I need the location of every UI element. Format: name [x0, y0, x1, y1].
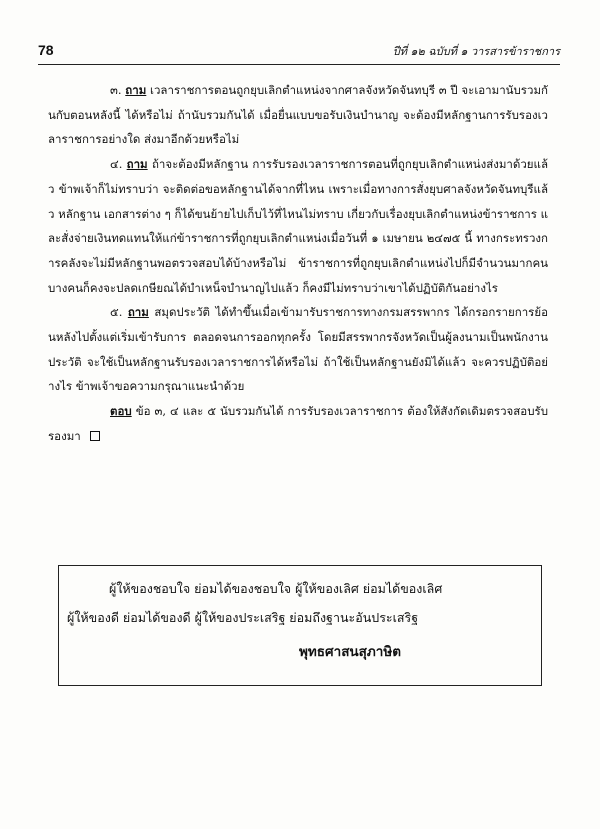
- question-5-number: ๕.: [110, 305, 123, 320]
- question-5-text: สมุดประวัติ ได้ทำขึ้นเมื่อเข้ามารับราชการทางกรมสรรพากร ได้กรอกรายการย้อนหลังไปตั้งแต่เริ่มเข้ารับการ ตลอดจนการออกทุกครั้ง โดยมีสรรพากรจังหวัดเป็นผู้ลงนามเป็นพนักงานประวัติ จะใช้เป็นหลักฐานรับรองเวลาราชการได้หรือไม่ ถ้าใช้เป็นหลักฐานยังมิได้แล้ว จะควรปฏิบัติอย่างไร ข้าพเจ้าขอความกรุณาแนะนำด้วย: [48, 305, 548, 394]
- quote-line-1: ผู้ให้ของชอบใจ ย่อมได้ของชอบใจ ผู้ให้ของเลิศ ย่อมได้ของเลิศ: [109, 581, 443, 596]
- question-4-number: ๔.: [110, 157, 123, 172]
- question-3-number: ๓.: [110, 83, 122, 97]
- answer-label: ตอบ: [110, 404, 132, 419]
- answer-paragraph: [48, 399, 548, 448]
- question-3-label: ถาม: [125, 83, 147, 97]
- question-5-label: ถาม: [127, 305, 149, 320]
- answer-text: ข้อ ๓, ๔ และ ๕ นับรวมกันได้ การรับรองเวลาราชการ ต้องให้สังกัดเดิมตรวจสอบรับรองมา: [48, 404, 548, 443]
- page-header: [38, 42, 560, 64]
- running-head: ปีที่ ๑๒ ฉบับที่ ๑ วารสารข้าราชการ: [392, 45, 560, 58]
- quote-line-2: ผู้ให้ของดี ย่อมได้ของดี ผู้ให้ของประเสริฐ ย่อมถึงฐานะอันประเสริฐ: [67, 610, 419, 625]
- question-4-paragraph: [48, 152, 548, 300]
- page-number: 78: [38, 42, 54, 58]
- question-4-label: ถาม: [126, 157, 148, 172]
- body-text: [48, 78, 548, 449]
- end-of-article-mark: [90, 431, 100, 441]
- question-5-paragraph: [48, 300, 548, 399]
- question-3-text: เวลาราชการตอนถูกยุบเลิกตำแหน่งจากศาลจังหวัดจันทบุรี ๓ ปี จะเอามานับรวมกันกับตอนหลังนี้ ได้หรือไม่ ถ้านับรวมกันได้ เมื่อยื่นแบบขอรับเงินบำนาญ จะต้องมีหลักฐานการรับรองเวลาราชการอย่างใด ส่งมาอีกด้วยหรือไม่: [48, 83, 548, 147]
- header-divider: [38, 64, 560, 65]
- quote-box: [58, 565, 542, 686]
- question-3-paragraph: [48, 78, 548, 152]
- quote-source: พุทธศาสนสุภาษิต: [299, 644, 402, 660]
- question-4-text: ถ้าจะต้องมีหลักฐาน การรับรองเวลาราชการตอนที่ถูกยุบเลิกตำแหน่งส่งมาด้วยแล้ว ข้าพเจ้าก็ไม่ทราบว่า จะติดต่อขอหลักฐานได้จากที่ไหน เพราะเมื่อทางการสั่งยุบศาลจังหวัดจันทบุรีแล้ว หลักฐาน เอกสารต่าง ๆ ก็ได้ขนย้ายไปเก็บไว้ที่ไหนไม่ทราบ เกี่ยวกับเรื่องยุบเลิกตำแหน่งข้าราชการ และสั่งจ่ายเงินทดแทนให้แก่ข้าราชการที่ถูกยุบเลิกตำแหน่งเมื่อวันที่ ๑ เมษายน ๒๔๗๕ นี้ ทางกระทรวงการคลังจะไม่มีหลักฐานพอตรวจสอบได้บ้างหรือไม่ ข้าราชการที่ถูกยุบเลิกตำแหน่งไปก็มีจำนวนมากคน บางคนก็คงจะปลดเกษียณได้บำเหน็จบำนาญไปแล้ว ก็คงมีไม่ทราบว่าเขาได้ปฏิบัติกันอย่างไร: [48, 157, 549, 295]
